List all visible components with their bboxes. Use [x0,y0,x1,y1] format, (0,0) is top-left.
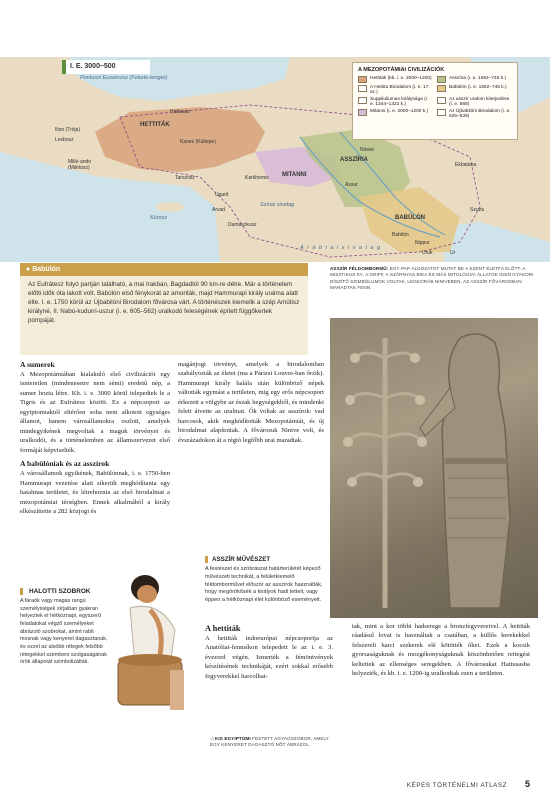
legend-label: Mitanni (i. e. 2000–1200 k.) [370,109,429,114]
babylon-assyria-heading: A babülóniak és az asszírok [20,459,110,469]
column-2 [178,360,324,445]
label-tarszosz: Tarszosz [175,175,195,181]
legend-grid [358,76,512,119]
sumer-heading: A sumerek [20,360,55,369]
relief-caption-title: ASSZÍR FÉLDOMBORMŰ: [330,266,389,271]
legend-swatch [358,109,367,116]
legend-item [358,97,433,107]
label-hettitak: HETTITÁK [140,122,170,128]
label-uruk: Uruk [422,250,433,256]
hittites-section [205,624,333,681]
label-babulon: BABÜLÓN [395,215,425,221]
legend-label: Babülón (i. e. 1592–745 k.) [449,85,507,90]
babylon-title-text: Babülón [32,266,61,273]
label-kanesh: Kanes (Kültepe) [180,139,216,145]
hittites-heading: A hettiták [205,624,241,633]
legend-item [437,109,512,119]
relief-caption-text: EGY PAP ÁLDOZATOT MUTAT BE A SZENT ÉLETFA ELŐTT. A MISZTIKUS FA, A GRIFF, A SZÁRNYAS BIKA ÉS MÁS MITOLÓGIAI ÁLLATOK IGEN GYAKORI DÍSZÍTŐ SZIMBÓLUMOK VOLTAK, LEGKORÁB NINIVEBEN, AZ ASSZÍR FŐVÁROSBAN MARADTAK FENN. [330,266,534,291]
legend-swatch [358,85,367,92]
label-pontus: Pontuszi Euxeinosz (Fekete-tenger) [80,75,168,81]
era-tag: I. E. 3000–500 [62,60,150,74]
legend-swatch [437,109,446,116]
legend-item [437,85,512,95]
label-mitanni: MITANNI [282,172,307,178]
hittites-paragraph-2: tak, mint a kor többi hadserege a bronzfegyvereivel. A hettiták ráadásul lovat is használtak a csatában, a küllős kerekekkel felszerelt harci szekerek elé kötötték őket. Ezek a kocsik gyorsaságuknak és mozgékonyságuknak köszönhetően rettegést keltettek az ellenséges seregekben. A fővárosukat Hattusasba helyezték, és kb. i. e. 1200-ig uralkodtak ezen a területen. [352,623,530,678]
legend-item [437,97,512,107]
legend-label: Asszíria (i. e. 1592–745 k.) [449,76,507,81]
page-number: 5 [524,779,530,789]
label-lesbos: Lesbosz [55,137,74,143]
label-nippur: Nippur [415,240,430,246]
babylon-box-text: Az Eufrátesz folyó partján található, a mai Irakban, Bagdadtól 90 km-re délre. Már a történelem előtti idők óta lakott volt. Babülón első fénykorát az amoriták, majd Hammurapi király uralma alatt élte. I. e. 1750 körül az Újbabilóni Birodalom fővárosa várt. A történészek kiemelik a szép Amütisz királyné, II. Nabú-kudurri-uszur (i. e. 605–562) uralkodó feleségének épített függőkertek pompáját. [28,281,300,324]
page-footer [0,776,550,800]
babylon-box-title: ● Babülón [20,263,308,276]
label-ugarit: Ugarit [215,192,229,198]
babylon-assyria-paragraph: A városállamok egyikének, Babülónnak, i. e. 1750-ben Hammurapi vezetése alatt sikerült meghódítania egy hatalmas területet, és létrehoznia az első birodalmat a mezopotámiai térségben. Ennek alkalmából a király elkészíttette a 282 közjogi és [20,470,170,516]
legend-swatch [437,97,446,104]
footer-title: KÉPES TÖRTÉNELMI ATLASZ [406,782,507,789]
relief-caption [330,266,538,292]
label-ilion: Ilion (Trója) [55,127,81,133]
label-arvad: Arvad [212,207,226,213]
legend-item [358,109,433,119]
label-ur: Ur [450,250,456,256]
hittites-paragraph-1: A hettiták indoeurópai népcsoportja az Anatóliai-fennsíkon telepedett le az i. e. 3. évezred végén. Ismerték a fémöntvények készítésének technikáját, ezért sokkal erősebb fegyverekkel harcolhat- [205,635,333,680]
label-ekbatana: Ekbatana [455,162,477,168]
sumer-paragraph: A Mezopotámiában kialakuló első civilizációt egy ismeretlen (mindenesetre nem sémi) eredetű nép, a sumer hozta létre. Kb. i. e. 3000 körül telepedtek le a Tigris és az Eufrátesz között. Ez a népcsoport az egyiptomiaktól eltérően soha nem alkotott egységes államot, hanem városállamokra oszlott, amelyek mindegyikének megvoltak a maguk törvényei és uralkodói, és a történelemben az államszervezet első formáját képviselték. [20,371,170,454]
label-kypros: Kürosz [150,215,168,221]
map-legend [352,62,518,140]
art-heading: ASSZÍR MŰVÉSZET [205,556,333,563]
label-szuza: Szuza [470,207,484,213]
funerary-text: A fáraók vagy magas rangú személyiségek sírjaiban gyakran helyeztek el hétköznapi, egyszerű feladatokat végző személyeket ábrázoló szobrokat, amint rabit mosnak vagy kenyeret dagasztanak, és ezzel az alsóbb rétegek felsőbb rétegekkel szembeni szolgaságának örök állapotát szimbolizálták. [20,598,108,666]
legend-label: Az Újbabilóni Birodalom (i. e. 626–539) [449,109,511,119]
column-1 [20,360,170,517]
bread-caption-title: KIS EGYIPTOMI [215,736,251,741]
label-babilon-city: Babilón [392,232,409,238]
funerary-heading: HALOTTI SZOBROK [20,588,202,595]
legend-label: Az asszír uralom kiterjedése (i. e. 668) [449,97,510,107]
hittites-continued [352,622,530,679]
label-hattusas: Hattusas [170,109,190,115]
label-miletosz: Millé-ando (Milétosz) [68,159,92,171]
bread-caption: ◁ KIS EGYIPTOMI FESTETT AGYAGSZOBOR, AMELY EGY KENYERET DAGASZTÓ NŐT ÁBRÁZOL. [210,736,329,748]
bread-caption-text: FESTETT AGYAGSZOBOR, AMELY EGY KENYERET DAGASZTÓ NŐT ÁBRÁZOL. [210,736,329,748]
legend-item [437,76,512,83]
relief-drawing [330,318,538,618]
label-assur: Assur [345,182,358,188]
legend-label: Hettiták (kb. i. e. 2000–1200) [370,76,432,81]
egyptian-statue-image [100,570,200,720]
legend-title: A MEZOPOTÁMIAI CIVILIZÁCIÓK [358,67,445,73]
legend-item [358,85,433,95]
legend-swatch [437,85,446,92]
art-paragraph: A festészet és szobrászat határterületét képező művészeti technikát, a felületkiemelő féldomborművet először az asszírok használták, hogy megörökítsék a királyok hadi tetteit, vagy éppen a hétköznapi élet különböző eseményeit. [205,566,323,604]
assyrian-art-section [205,556,333,605]
legend-item [358,76,433,83]
assyrian-relief-image [330,318,538,618]
babylon-info-box [20,263,308,355]
legend-label: A Hettita Birodalom (i. e. 17. sz.) [370,85,430,95]
label-karkhemis: Karkhemis [245,175,269,181]
legend-swatch [358,76,367,83]
label-assziria: ASSZÍRIA [340,157,369,163]
legend-swatch [358,97,367,104]
statue-drawing [100,570,200,720]
label-arabia: A r á b i a i s i v a t a g [300,245,382,251]
label-damaszkusz: Damaszkusz [228,222,257,228]
legend-label: Suppiluliumas királysága (i. e. 1344–1322 k.) [370,97,429,107]
column-2-paragraph: magánjogi törvényt, amelyek a birodalomban szabályozták az életet (ma a Párizsi Louvre-ban őrzik). Hammurapi király halála után különböző népek váltották egymást a területen, mig egy erős népcsoport érkezett a völgybe az észak hegységekből, és mindenki felett átvette az uralmat. Ők voltak az asszírok: vad harcosok, akik meghódították Mezopotámiát, és új birodalmat alapítottak. A fővárosuk Ninive volt, és évszázadokon át a régió legfőbb urai maradtak. [178,361,324,444]
label-ninive: Ninive [360,147,374,153]
label-sziriai: Szíriai sivatag [260,202,295,208]
legend-swatch [437,76,446,83]
